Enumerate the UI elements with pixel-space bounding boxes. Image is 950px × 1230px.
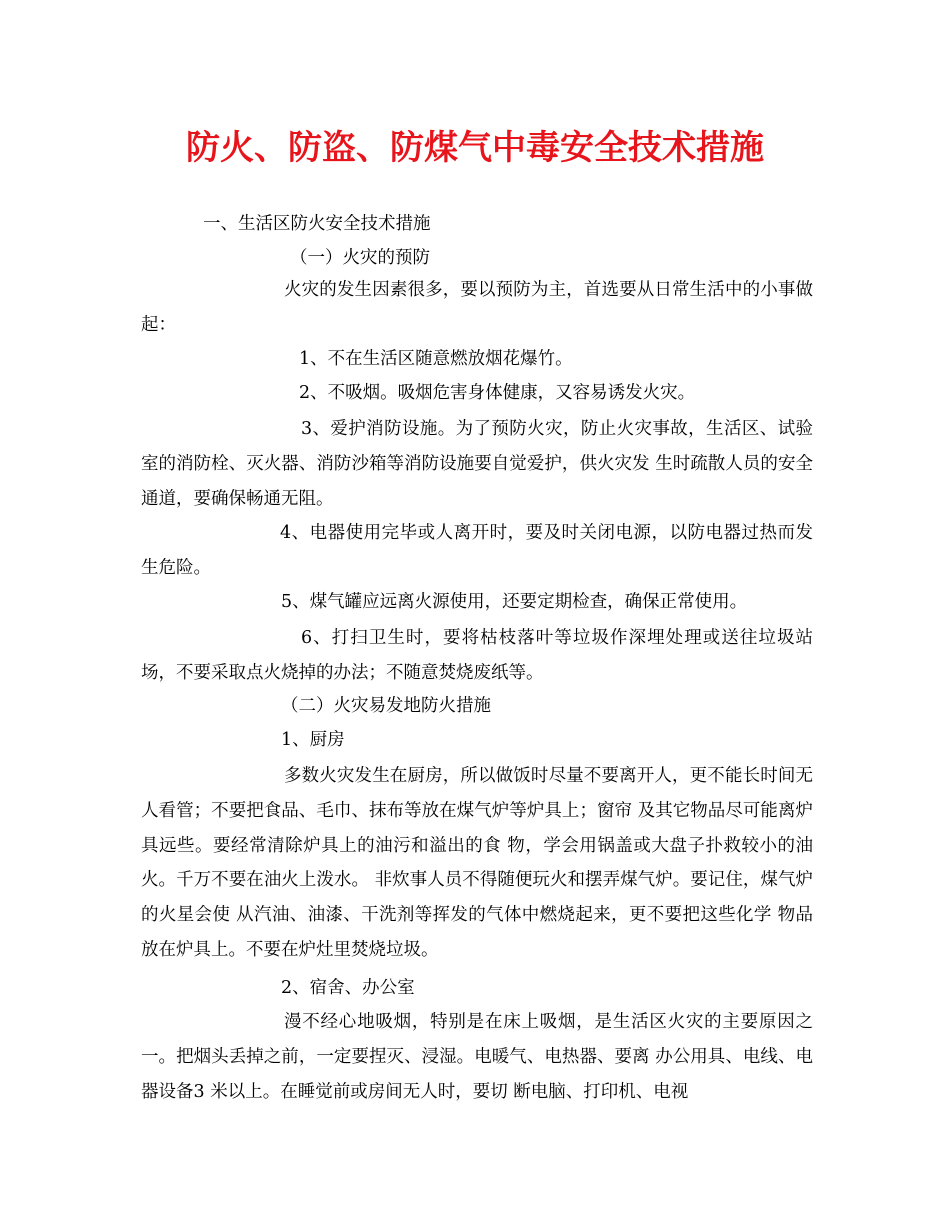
document-title: 防火、防盗、防煤气中毒安全技术措施 bbox=[186, 128, 764, 168]
list-item-4: 4、电器使用完毕或人离开时，要及时关闭电源，以防电器过热而发生危险。 bbox=[141, 523, 813, 578]
dorm-heading: 2、宿舍、办公室 bbox=[281, 978, 415, 998]
list-item-3: 3、爱护消防设施。为了预防火灾，防止火灾事故，生活区、试验室的消防栓、灭火器、消防沙箱等消防设施要自觉爱护，供火灾发 生时疏散人员的安全通道，要确保畅通无阻。 bbox=[141, 419, 813, 509]
list-item-5: 5、煤气罐应远离火源使用，还要定期检查，确保正常使用。 bbox=[281, 592, 748, 612]
kitchen-heading: 1、厨房 bbox=[281, 730, 345, 750]
subsection-heading-2: （二）火灾易发地防火措施 bbox=[281, 696, 491, 716]
subsection-heading-1: （一）火灾的预防 bbox=[290, 248, 430, 268]
intro-paragraph: 火灾的发生因素很多，要以预防为主，首选要从日常生活中的小事做起： bbox=[141, 280, 813, 335]
dorm-paragraph: 漫不经心地吸烟，特别是在床上吸烟，是生活区火灾的主要原因之一。把烟头丢掉之前，一定要捏灭、浸湿。电暖气、电热器、要离 办公用具、电线、电器设备3 米以上。在睡觉前或房间无人时，要切 断电脑、打印机、电视 bbox=[141, 1012, 813, 1102]
kitchen-paragraph: 多数火灾发生在厨房，所以做饭时尽量不要离开人，更不能长时间无人看管；不要把食品、毛巾、抹布等放在煤气炉等炉具上；窗帘 及其它物品尽可能离炉具远些。要经常清除炉具上的油污和溢出的食 物，学会用锅盖或大盘子扑救较小的油火。千万不要在油火上泼水。 非炊事人员不得随便玩火和摆弄煤气炉。要记住，煤气炉的火星会使 从汽油、油漆、干洗剂等挥发的气体中燃烧起来，更不要把这些化学 物品放在炉具上。不要在炉灶里焚烧垃圾。 bbox=[141, 766, 813, 960]
list-item-6: 6、打扫卫生时，要将枯枝落叶等垃圾作深埋处理或送往垃圾站场，不要采取点火烧掉的办法；不随意焚烧废纸等。 bbox=[141, 628, 813, 683]
list-item-2: 2、不吸烟。吸烟危害身体健康，又容易诱发火灾。 bbox=[299, 383, 696, 403]
section-heading-1: 一、生活区防火安全技术措施 bbox=[203, 214, 431, 234]
list-item-1: 1、不在生活区随意燃放烟花爆竹。 bbox=[299, 349, 573, 369]
